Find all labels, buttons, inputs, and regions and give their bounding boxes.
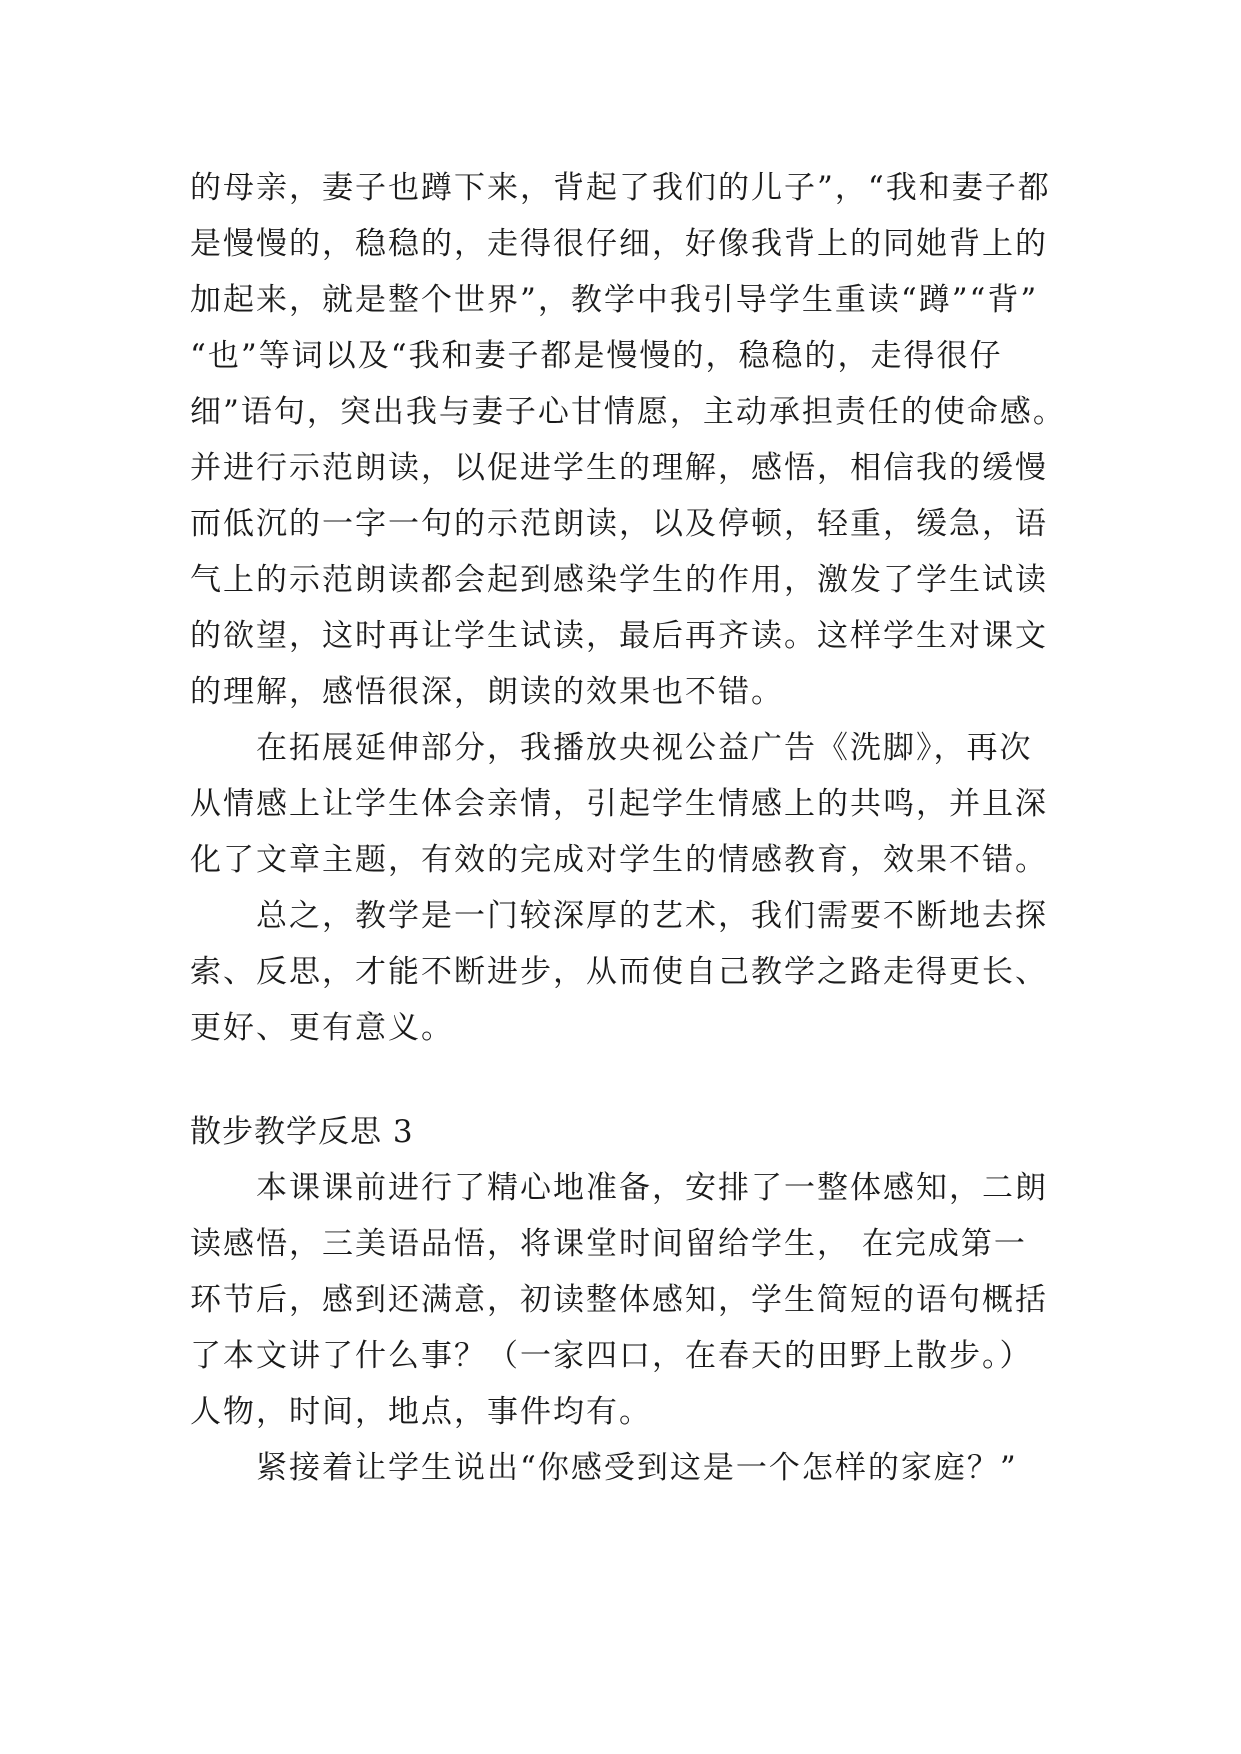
body-line: 索、反思，才能不断进步，从而使自己教学之路走得更长、 <box>190 954 1048 990</box>
body-line: 而低沉的一字一句的示范朗读，以及停顿，轻重，缓急，语 <box>190 506 1048 542</box>
paragraph-start-line: 紧接着让学生说出“你感受到这是一个怎样的家庭？” <box>256 1450 1018 1486</box>
section-heading: 散步教学反思 3 <box>190 1114 414 1150</box>
body-line: 人物，时间，地点，事件均有。 <box>190 1394 652 1430</box>
body-line: 化了文章主题，有效的完成对学生的情感教育，效果不错。 <box>190 842 1048 878</box>
body-line: “也”等词以及“我和妻子都是慢慢的，稳稳的，走得很仔 <box>190 338 1003 374</box>
body-line: 从情感上让学生体会亲情，引起学生情感上的共鸣，并且深 <box>190 786 1048 822</box>
body-line: 是慢慢的，稳稳的，走得很仔细，好像我背上的同她背上的 <box>190 226 1048 262</box>
body-line: 的理解，感悟很深，朗读的效果也不错。 <box>190 674 784 710</box>
paragraph-start-line: 在拓展延伸部分，我播放央视公益广告《洗脚》，再次 <box>256 730 1033 766</box>
body-line: 气上的示范朗读都会起到感染学生的作用，激发了学生试读 <box>190 562 1048 598</box>
body-line: 的欲望，这时再让学生试读，最后再齐读。这样学生对课文 <box>190 618 1048 654</box>
body-line: 细”语句，突出我与妻子心甘情愿，主动承担责任的使命感。 <box>190 394 1066 430</box>
body-line: 了本文讲了什么事？（一家四口，在春天的田野上散步。） <box>190 1338 1033 1374</box>
body-line: 读感悟，三美语品悟，将课堂时间留给学生， 在完成第一 <box>190 1226 1027 1262</box>
paragraph-start-line: 总之，教学是一门较深厚的艺术，我们需要不断地去探 <box>256 898 1048 934</box>
body-line: 环节后，感到还满意，初读整体感知，学生简短的语句概括 <box>190 1282 1048 1318</box>
body-line: 加起来，就是整个世界”，教学中我引导学生重读“蹲”“背” <box>190 282 1039 318</box>
body-line: 的母亲，妻子也蹲下来，背起了我们的儿子”，“我和妻子都 <box>190 170 1051 206</box>
paragraph-start-line: 本课课前进行了精心地准备，安排了一整体感知，二朗 <box>256 1170 1048 1206</box>
body-line: 并进行示范朗读，以促进学生的理解，感悟，相信我的缓慢 <box>190 450 1048 486</box>
body-line: 更好、更有意义。 <box>190 1010 454 1046</box>
